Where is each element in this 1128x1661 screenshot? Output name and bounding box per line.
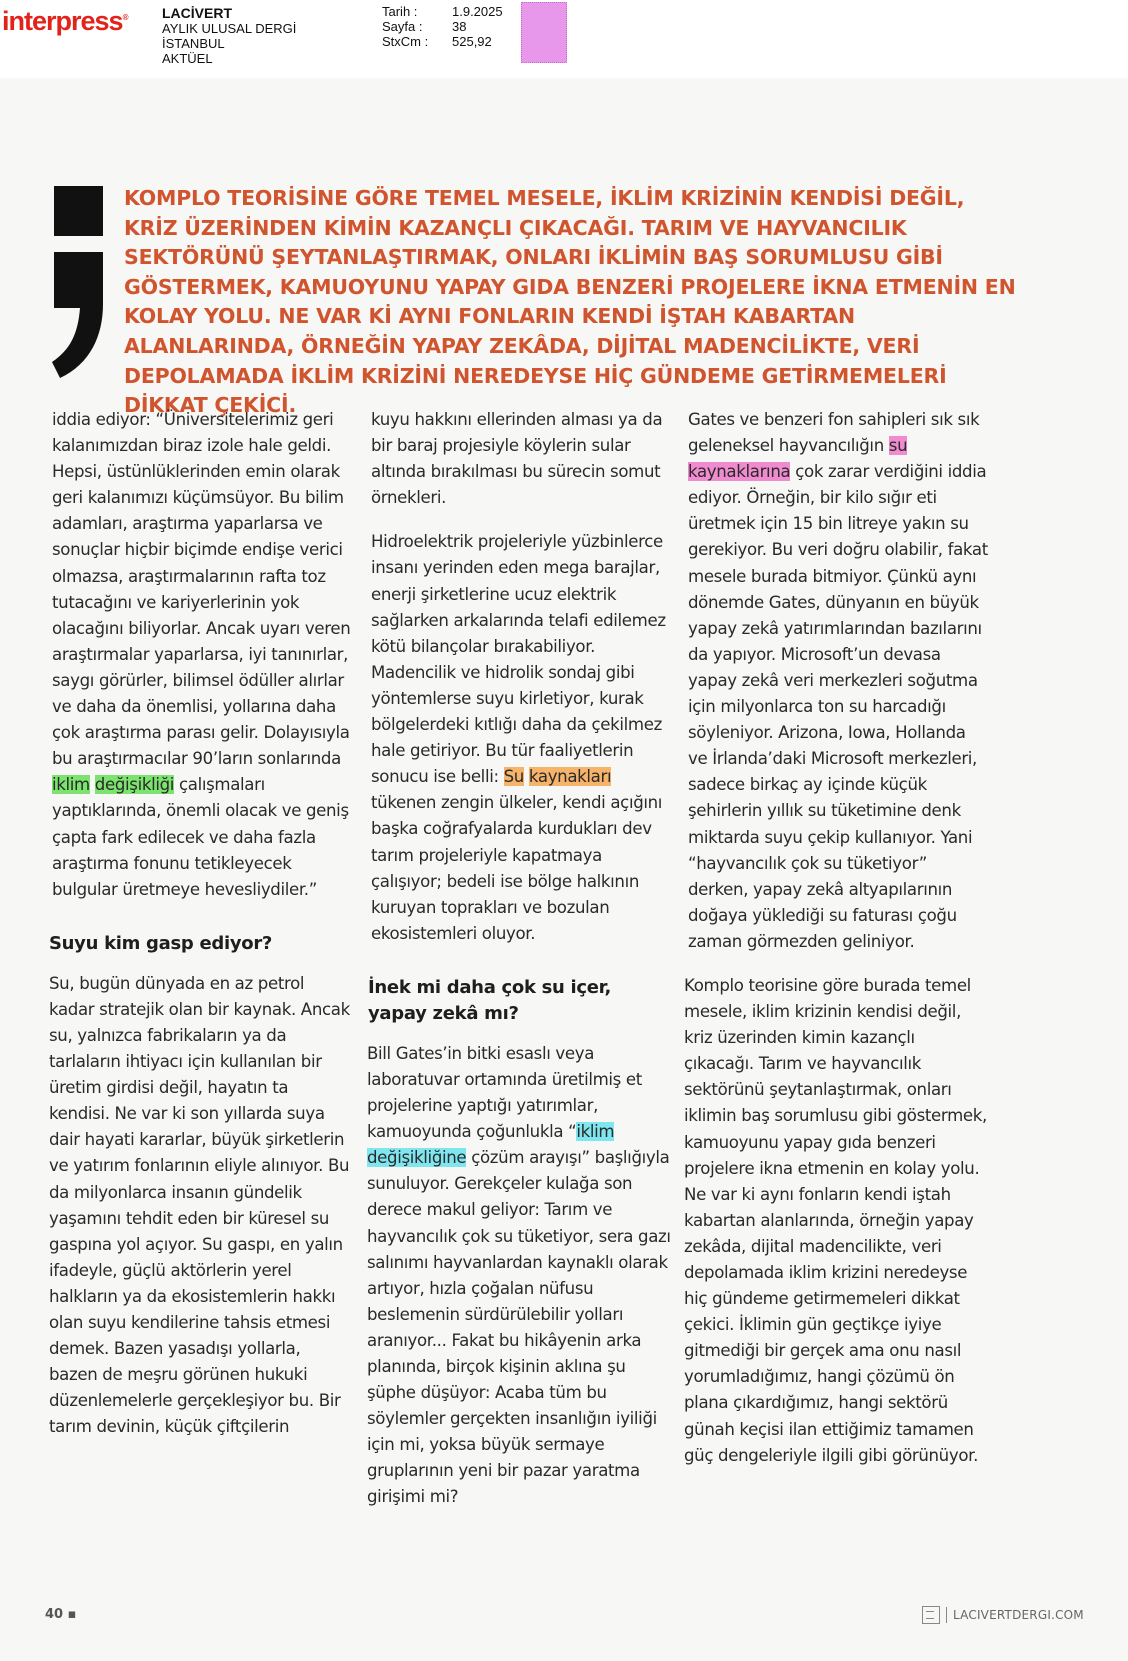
publication-info (162, 6, 296, 66)
highlight-iklim: iklim (52, 775, 90, 795)
pull-quote: KOMPLO TEORİSİNE GÖRE TEMEL MESELE, İKLİM KRİZİNİN KENDİSİ DEĞİL, KRİZ ÜZERİNDEN KİMİN KAZANÇLI ÇIKACAĞI. TARIM VE HAYVANCILIK SEKTÖRÜNÜ ŞEYTANLAŞTIRMAK, ONLARI İKLİMİN BAŞ SORUMLUSU GİBİ GÖSTERMEK, KAMUOYUNU YAPAY GIDA BENZERİ PROJELERE İKNA ETMENİN EN KOLAY YOLU. NE VAR Kİ AYNI FONLARIN KENDİ İŞTAH KABARTAN ALANLARINDA, ÖRNEĞİN YAPAY ZEKÂDA, DİJİTAL MADENCİLİKTE, VERİ DEPOLAMADA İKLİM KRİZİNİ NEREDEYSE HİÇ GÜNDEME GETİRMEMELERİ DİKKAT ÇEKİCİ. (124, 186, 1016, 418)
clipping-meta (382, 4, 503, 49)
highlight-su: Su (503, 767, 524, 787)
footer-divider (946, 1607, 947, 1623)
col2-subheading: İnek mi daha çok su içer, yapay zekâ mı? (368, 976, 612, 1024)
page-number: 40 ▪ (45, 1607, 77, 1622)
page-label: Sayfa : (382, 19, 423, 34)
highlight-kaynaklarina: kaynaklarına (688, 462, 791, 482)
footer-bullet: ▪ (67, 1607, 77, 1622)
highlight-kaynaklari: kaynakları (528, 767, 612, 787)
stxcm-value: 525,92 (452, 34, 492, 49)
article-column-3 (684, 407, 988, 1469)
col3-paragraph-1: Gates ve benzeri fon sahipleri sık sık geleneksel hayvancılığın su kaynaklarına çok zarar verdiğini iddia ediyor. Örneğin, bir kilo sığır eti üretmek için 15 bin litreye yakın su gerekiyor. Bu veri doğru olabilir, fakat mesele burada bitmiyor. Çünkü aynı dönemde Gates, dünyanın en büyük yapay zekâ yatırımlarından bazılarını da yapıyor. Microsoft’un devasa yapay zekâ veri merkezleri soğutma için milyonlarca ton su harcadığı söyleniyor. Arizona, Iowa, Hollanda ve İrlanda’daki Microsoft merkezleri, sadece birkaç ay içinde küçük şehirlerin yıllık su tüketimine denk miktarda suyu çekip kullanıyor. Yani “hayvancılık çok su tüketiyor” derken, yapay zekâ altyapılarının doğaya yüklediği su faturası çoğu zaman görmezden geliniyor. (688, 410, 988, 951)
interpress-logo: interpress® (2, 6, 128, 36)
magazine-icon (922, 1606, 940, 1624)
col2-paragraph-2: Hidroelektrik projeleriyle yüzbinlerce insanı yerinden eden mega barajlar, enerji şirketlerine ucuz elektrik sağlarken arkalarında telafi edilemez kötü bilançolar bırakabiliyor. Madencilik ve hidrolik sondaj gibi yöntemlerse suyu kirletiyor, kurak bölgelerdeki kıtlığı daha da çekilmez hale getiriyor. Bu tür faaliyetlerin sonucu ise belli: Su kaynakları tükenen zengin ülkeler, kendi açığını başka coğrafyalarda kurdukları dev tarım projeleriyle kapatmaya çalışıyor; bedeli ise bölge halkının kuruyan toprakları ve bozulan ekosistemleri oluyor. (371, 532, 666, 943)
publication-category: AKTÜEL (162, 51, 213, 66)
highlight-su-2: su (888, 436, 908, 456)
article-column-2 (367, 407, 671, 1511)
footer-site (922, 1606, 1084, 1624)
col2-paragraph-1: kuyu hakkını ellerinden alması ya da bir baraj projesiyle köylerin sular altında bırakılması bu sürecin somut örnekleri. (371, 410, 663, 508)
col1-subheading: Suyu kim gasp ediyor? (49, 932, 273, 954)
page-value: 38 (452, 19, 467, 34)
site-url: LACIVERTDERGI.COM (953, 1608, 1084, 1622)
highlight-iklim-2: iklim (576, 1122, 615, 1142)
article-column-1 (49, 407, 352, 1440)
highlight-degisikligine: değişikliğine (367, 1148, 467, 1168)
publication-frequency: AYLIK ULUSAL DERGİ (162, 21, 297, 36)
publication-name: LACİVERT (162, 5, 232, 21)
pink-stamp-mark (521, 2, 567, 63)
col2-paragraph-3: Bill Gates’in bitki esaslı veya laboratuvar ortamında üretilmiş et projelerine yaptığı yatırımlar, kamuoyunda çoğunlukla “iklim değişikliğine çözüm arayışı” başlığıyla sunuluyor. Gerekçeler kulağa son derece makul geliyor: Tarım ve hayvancılık çok su tüketiyor, sera gazı salınımı hayvanlardan kaynaklı olarak artıyor, hızla çoğalan nüfusu beslemenin sürdürülebilir yolları aranıyor... Fakat bu hikâyenin arka planında, birçok kişinin aklına şu şüphe düşüyor: Acaba tüm bu söylemler gerçekten insanlığın iyiliği için mi, yoksa büyük sermaye gruplarının yeni bir pazar yaratma girişimi mi? (367, 1043, 671, 1507)
publication-city: İSTANBUL (162, 36, 225, 51)
col1-paragraph-1: iddia ediyor: “Üniversitelerimiz geri kalanımızdan biraz izole hale geldi. Hepsi, üstünlüklerinden emin olarak geri kalanımızı küçümsüyor. Bu bilim adamları, araştırma yaparlarsa ve sonuçlar hiçbir biçimde endişe verici olmazsa, araştırmalarının rafta toz tutacağını ve kariyerlerinin yok olacağını biliyorlar. Ancak uyarı veren araştırmalar yaparlarsa, iyi tanınırlar, saygı görürler, bilimsel ödüller alırlar ve daha da önemlisi, yollarına daha çok araştırma parası gelir. Dolayısıyla bu araştırmacılar 90’ların sonlarında iklim değişikliği çalışmaları yaptıklarında, önemli olacak ve geniş çapta fark edilecek ve daha fazla araştırma fonunu tetikleyecek bulgular üretmeye hevesliydiler.” (52, 410, 351, 899)
highlight-degisikligi: değişikliği (94, 775, 175, 795)
semicolon-quote-icon (52, 186, 107, 386)
col3-paragraph-2: Komplo teorisine göre burada temel mesele, iklim krizinin kendisi değil, kriz üzerinden kimin kazançlı çıkacağı. Tarım ve hayvancılık sektörünü şeytanlaştırmak, onları iklimin baş sorumlusu gibi göstermek, kamuoyunu yapay gıda benzeri projelere ikna etmenin en kolay yolu. Ne var ki aynı fonların kendi iştah kabartan alanlarında, örneğin yapay zekâda, dijital madencilikte, veri depolamada iklim krizini neredeyse hiç gündeme getirmemeleri dikkat çekici. İklimin gün geçtikçe iyiye gitmediği bir gerçek ama onu nasıl yorumladığımız, hangi çözümü ön plana çıkardığımız, hangi sektörü günah keçisi ilan ettiğimiz tamamen güç dengeleriyle ilgili gibi görünüyor. (684, 975, 987, 1465)
col1-paragraph-2: Su, bugün dünyada en az petrol kadar stratejik olan bir kaynak. Ancak su, yalnızca fabrikaların ya da tarlaların ihtiyacı için kullanılan bir üretim girdisi değil, hayatın ta kendisi. Ne var ki son yıllarda suya dair hayati kararlar, büyük şirketlerin ve yatırım fonlarının eliyle alınıyor. Bu da milyonlarca insanın gündelik yaşamını tehdit eden bir küresel su gaspına yol açıyor. Su gaspı, en yalın ifadeyle, güçlü aktörlerin yerel halkların ya da ekosistemlerin hakkı olan suyu kendilerine tahsis etmesi demek. Bazen yasadışı yollarla, bazen de meşru görünen hukuki düzenlemelerle gerçekleşiyor bu. Bir tarım devinin, küçük çiftçilerin (49, 973, 350, 1437)
clipping-header (0, 0, 1128, 78)
stxcm-label: StxCm : (382, 34, 429, 49)
date-label: Tarih : (382, 4, 418, 19)
date-value: 1.9.2025 (452, 4, 503, 19)
